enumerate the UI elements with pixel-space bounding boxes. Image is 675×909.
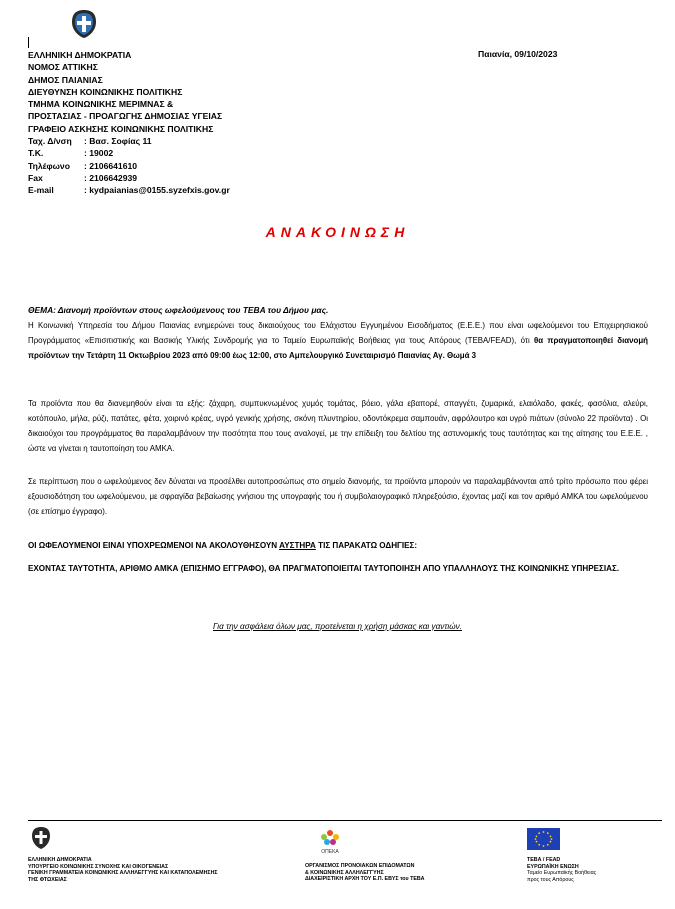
footer-line: ΟΡΓΑΝΙΣΜΟΣ ΠΡΟΝΟΙΑΚΩΝ ΕΠΙΔΟΜΑΤΩΝ: [305, 863, 415, 869]
footer-line: ΓΕΝΙΚΗ ΓΡΑΜΜΑΤΕΙΑ ΚΟΙΝΩΝΙΚΗΣ ΑΛΛΗΛΕΓΓΥΗΣ ΚΑΙ ΚΑΤΑΠΟΛΕΜΗΣΗΣ: [28, 870, 218, 877]
footer-line: ΥΠΟΥΡΓΕΙΟ ΚΟΙΝΩΝΙΚΗΣ ΣΥΝΟΧΗΣ ΚΑΙ ΟΙΚΟΓΕΝΕΙΑΣ: [28, 863, 169, 870]
footer-line: ΤΗΣ ΦΤΩΧΕΙΑΣ: [28, 876, 67, 883]
svg-text:ΟΠΕΚΑ: ΟΠΕΚΑ: [321, 849, 339, 855]
header-line: ΕΛΛΗΝΙΚΗ ΔΗΜΟΚΡΑΤΙΑ: [28, 50, 132, 60]
paragraph-products: Τα προϊόντα που θα διανεμηθούν είναι τα εξής: ζάχαρη, συμπυκνωμένος χυμός τομάτας, βόειο, γάλα εβαπορέ, σπαγγέτι, ζυμαρικά, ελαιόλαδο, φακές, φασόλια, αλεύρι, κοτόπουλο, μήλα, ρύζι, πατάτες, φέτα, χοιρινό κρέας, υγρό γενικής χρήσης, σκόνη πλυντηρίου, οδοντόκρεμα σαμπουάν, αφρόλουτρο και υγρό πιάτων (σύνολο 22 προϊόντα) . Οι δικαιούχοι του προγράμματος θα παραλαμβάνουν την ποσότητα που τους αναλογεί, με την επίδειξη του δελτίου της αστυνομικής τους ταυτότητας και της αίτησης του Ε.Ε.Ε. , ώστε να γίνεται η ταυτοποίηση του ΑΜΚΑ.: [28, 399, 648, 454]
paragraph-announcement: [28, 318, 648, 363]
contact-key: Ταχ. Δ/νση: [28, 136, 72, 147]
document-title: ΑΝΑΚΟΙΝΩΣΗ: [265, 224, 410, 240]
contact-key: Fax: [28, 172, 43, 183]
opeka-logo-icon: [318, 827, 342, 855]
contact-row: [28, 147, 230, 159]
paragraph-authorization: Σε περίπτωση που ο ωφελούμενος δεν δύναται να προσέλθει αυτοπροσώπως στο σημείο διανομής, τα προϊόντα μπορούν να παραλαμβάνονται από τρίτο πρόσωπο που φέρει εξουσιοδότηση του ωφελούμενου, με σφραγίδα βεβαίωσης γνήσιου της υπογραφής του ή συμβολαιογραφικό πληρεξούσιο, έχοντας μαζί και τον αριθμό ΑΜΚΑ του ωφελούμενου (σε επίσημο έγγραφο).: [28, 477, 648, 517]
footer-line: ΕΥΡΩΠΑΪΚΗ ΕΝΩΣΗ: [527, 863, 579, 870]
notice-emphasis: ΑΥΣΤΗΡΑ: [279, 541, 316, 550]
contact-row: [28, 135, 230, 147]
paragraph-text: Η Κοινωνική Υπηρεσία του Δήμου Παιανίας ενημερώνει τους δικαιούχους του Ελάχιστου Εγγυημένου Εισοδήματος (Ε.Ε.Ε.) που είναι ωφελούμενοι του Επιχειρησιακού Προγράμματος «Επισιτιστικής και Βασικής Υλικής Συνδρομής για το Ταμείο Ευρωπαϊκής Βοήθειας για τους Απόρους (ΤΕΒΑ/FEAD), ότι: [28, 321, 648, 346]
eu-flag-icon: [527, 828, 560, 850]
contact-key: E-mail: [28, 185, 54, 196]
footer-line: & ΚΟΙΝΩΝΙΚΗΣ ΑΛΛΗΛΕΓΓΥΗΣ: [305, 869, 384, 876]
footer-divider: [28, 820, 662, 821]
distribution-details: θα πραγματοποιηθεί διανομή προϊόντων την Τετάρτη 11 Οκτωβρίου 2023 από 09:00 έως 12:00, στο Αμπελουργικό Συνεταιρισμό Παιανίας Αγ. Θωμά 3: [28, 336, 648, 361]
contact-value[interactable]: : kydpaianias@0155.syzefxis.gov.gr: [84, 185, 230, 196]
footer-line: ΤΕΒΑ / FEAD: [527, 857, 561, 863]
contact-value: : Βασ. Σοφίας 11: [84, 136, 152, 147]
header-line: ΤΜΗΜΑ ΚΟΙΝΩΝΙΚΗΣ ΜΕΡΙΜΝΑΣ &: [28, 99, 174, 110]
footer-line: προς τους Απόρους: [527, 876, 574, 883]
greek-coat-of-arms-icon: [30, 826, 52, 850]
identification-notice: ΕΧΟΝΤΑΣ ΤΑΥΤΟΤΗΤΑ, ΑΡΙΘΜΟ ΑΜΚΑ (ΕΠΙΣΗΜΟ ΕΓΓΡΑΦΟ), ΘΑ ΠΡΑΓΜΑΤΟΠΟΙΕΙΤΑΙ ΤΑΥΤΟΠΟΙΗΣΗ ΑΠΟ ΥΠΑΛΛΗΛΟΥΣ ΤΗΣ ΚΟΙΝΩΝΙΚΗΣ ΥΠΗΡΕΣΙΑΣ.: [28, 564, 620, 573]
footer-ministry: [28, 857, 218, 883]
document-date: Παιανία, 09/10/2023: [478, 49, 558, 59]
contact-value: : 2106642939: [84, 172, 138, 183]
footer-line: ΕΛΛΗΝΙΚΗ ΔΗΜΟΚΡΑΤΙΑ: [28, 857, 92, 863]
contact-row: [28, 172, 230, 184]
header-line: ΓΡΑΦΕΙΟ ΑΣΚΗΣΗΣ ΚΟΙΝΩΝΙΚΗΣ ΠΟΛΙΤΙΚΗΣ: [28, 123, 214, 134]
subject-line: ΘΕΜΑ: Διανομή προϊόντων στους ωφελούμενους του ΤΕΒΑ του Δήμου μας.: [28, 305, 329, 315]
footer-line: Ταμείο Ευρωπαϊκής Βοήθειας: [527, 870, 597, 877]
text-cursor: [28, 37, 29, 48]
safety-notice: Για την ασφάλεια όλων μας, προτείνεται η χρήση μάσκας και γαντιών.: [213, 622, 462, 631]
contact-row: [28, 160, 230, 172]
notice-text: ΤΙΣ ΠΑΡΑΚΑΤΩ ΟΔΗΓΙΕΣ:: [315, 541, 418, 550]
contact-key: Τηλέφωνο: [28, 160, 70, 171]
contact-row: [28, 184, 230, 196]
contact-key: Τ.Κ.: [28, 148, 44, 159]
notice-text: ΟΙ ΩΦΕΛΟΥΜΕΝΟΙ ΕΙΝΑΙ ΥΠΟΧΡΕΩΜΕΝΟΙ ΝΑ ΑΚΟΛΟΥΘΗΣΟΥΝ: [28, 541, 280, 550]
footer-fead: [527, 857, 596, 883]
sender-header: [28, 49, 230, 197]
greek-coat-of-arms-icon: [69, 8, 99, 40]
header-line: ΝΟΜΟΣ ΑΤΤΙΚΗΣ: [28, 62, 98, 73]
contact-value: : 2106641610: [84, 160, 138, 171]
header-line: ΠΡΟΣΤΑΣΙΑΣ - ΠΡΟΑΓΩΓΗΣ ΔΗΜΟΣΙΑΣ ΥΓΕΙΑΣ: [28, 111, 223, 122]
obligation-notice: [28, 541, 648, 550]
contact-value: : 19002: [84, 148, 114, 159]
header-line: ΔΙΕΥΘΥΝΣΗ ΚΟΙΝΩΝΙΚΗΣ ΠΟΛΙΤΙΚΗΣ: [28, 86, 183, 97]
footer-opeka: [305, 863, 425, 883]
footer-line: ΔΙΑΧΕΙΡΙΣΤΙΚΗ ΑΡΧΗ ΤΟΥ Ε.Π. ΕΒΥΣ του ΤΕΒΑ: [305, 876, 425, 883]
header-line: ΔΗΜΟΣ ΠΑΙΑΝΙΑΣ: [28, 74, 103, 85]
